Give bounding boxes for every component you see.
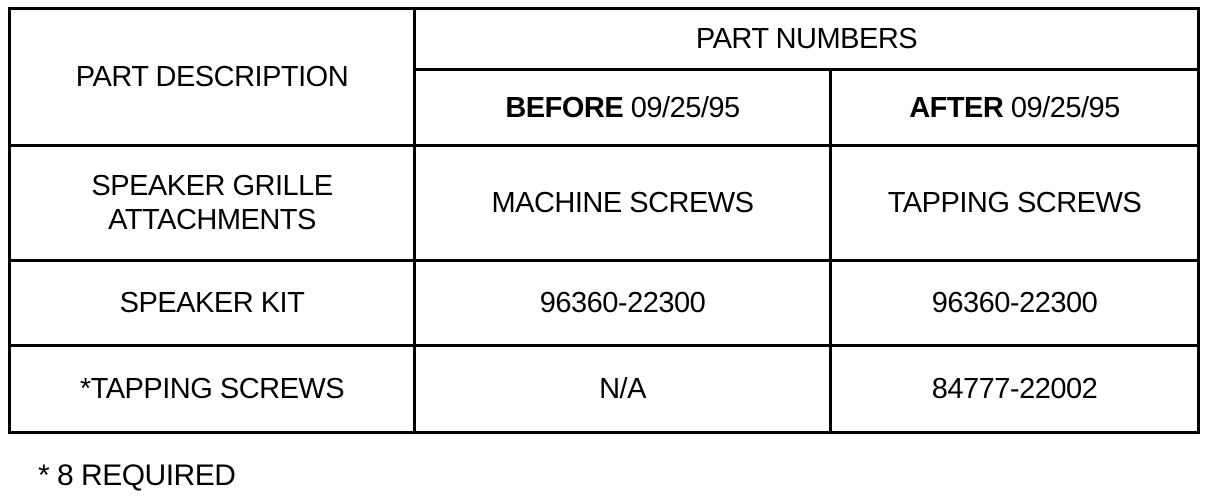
header-row-top: [10, 9, 1199, 70]
before-label: BEFORE: [505, 91, 624, 124]
description-cell: [10, 261, 415, 346]
after-label: AFTER: [909, 91, 1004, 124]
before-date: 09/25/95: [630, 91, 740, 124]
part-numbers-header: [415, 9, 1199, 70]
table-row: [10, 346, 1199, 433]
part-description-label: PART DESCRIPTION: [75, 61, 349, 93]
after-cell: 84777-22002: [831, 346, 1199, 433]
before-cell: 96360-22300: [415, 261, 831, 346]
part-numbers-label: PART NUMBERS: [695, 23, 918, 55]
description-line: ATTACHMENTS: [108, 204, 316, 236]
after-header: [831, 70, 1199, 146]
description-line: SPEAKER GRILLE: [91, 170, 333, 202]
parts-table: [8, 7, 1200, 434]
description-cell: [10, 346, 415, 433]
table-row: [10, 146, 1199, 261]
description-line: *TAPPING SCREWS: [79, 373, 345, 405]
after-cell: 96360-22300: [831, 261, 1199, 346]
description-line: SPEAKER KIT: [119, 287, 305, 319]
after-cell: TAPPING SCREWS: [831, 146, 1199, 261]
table-row: [10, 261, 1199, 346]
after-date: 09/25/95: [1010, 91, 1120, 124]
before-cell: N/A: [415, 346, 831, 433]
before-cell: MACHINE SCREWS: [415, 146, 831, 261]
before-header: [415, 70, 831, 146]
description-cell: [10, 146, 415, 261]
part-description-header: [10, 9, 415, 146]
footnote: * 8 REQUIRED: [38, 459, 236, 492]
